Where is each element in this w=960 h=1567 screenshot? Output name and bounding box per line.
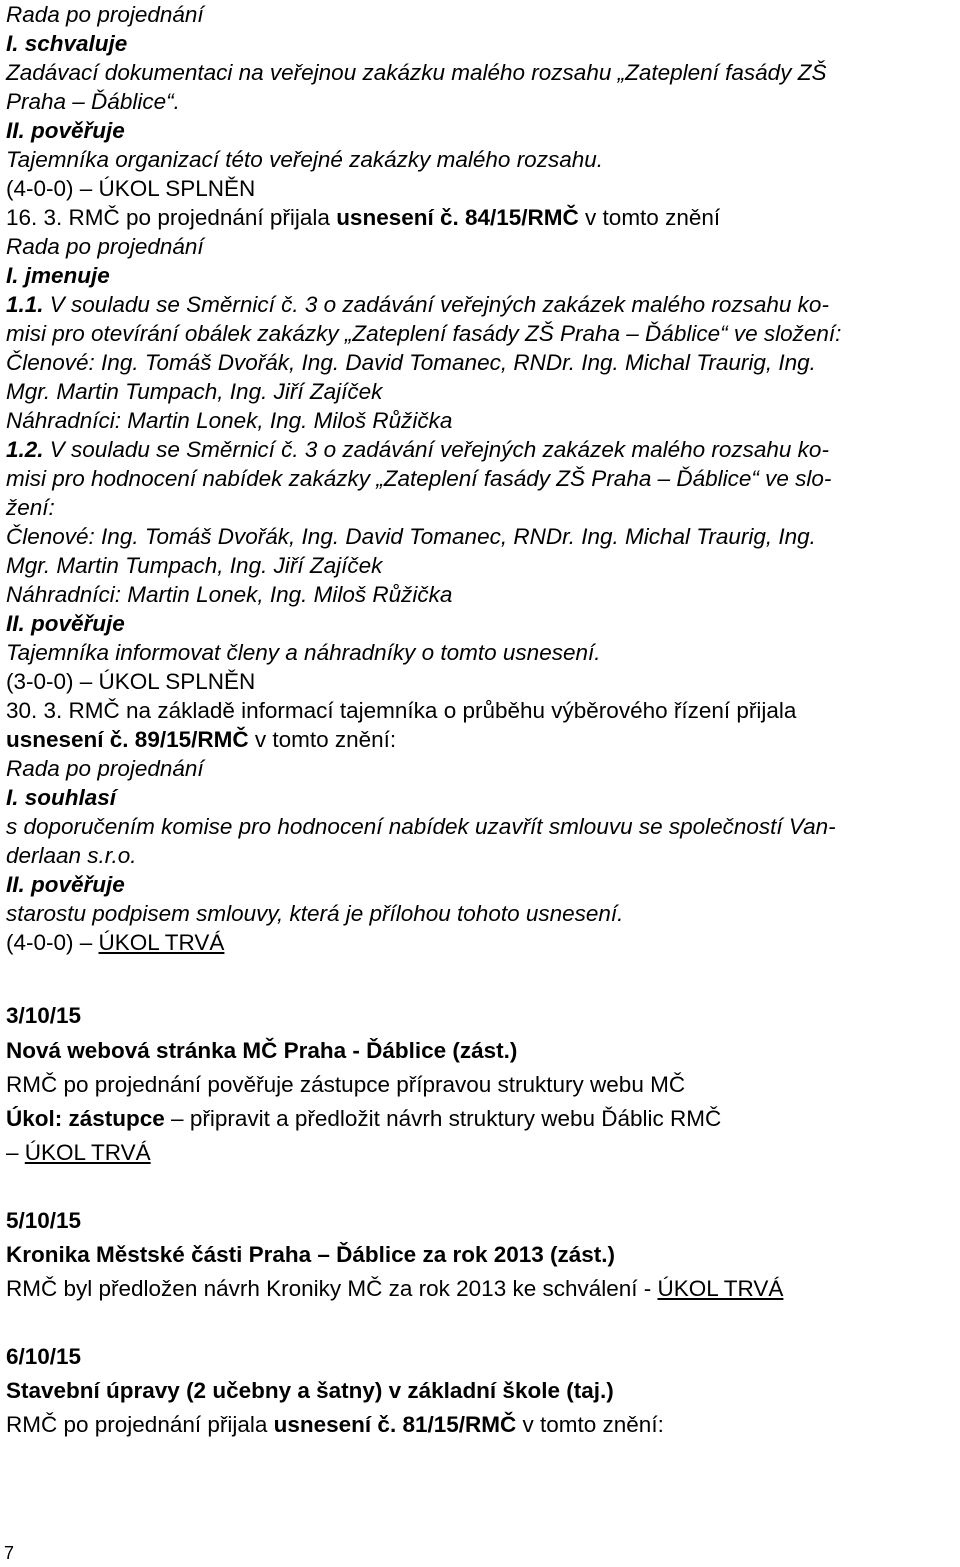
task-status: ÚKOL TRVÁ: [98, 930, 225, 955]
vote-status: (3-0-0) – ÚKOL SPLNĚN: [6, 669, 256, 694]
paragraph-line: [6, 1274, 783, 1303]
paragraph-line: [6, 725, 396, 754]
text-span: (4-0-0) –: [6, 930, 99, 955]
text-span: RMČ po projednání přijala: [6, 1412, 274, 1437]
item-title: Kronika Městské části Praha – Ďáblice za rok 2013 (zást.): [6, 1242, 616, 1267]
resolution-text: misi pro hodnocení nabídek zakázky „Zateplení fasády ZŠ Praha – Ďáblice“ ve slo-: [6, 466, 832, 491]
members-line: Mgr. Martin Tumpach, Ing. Jiří Zajíček: [6, 379, 383, 404]
resolution-text: Praha – Ďáblice“.: [6, 89, 180, 114]
item-title: Nová webová stránka MČ Praha - Ďáblice (zást.): [6, 1038, 518, 1063]
resolution-text: žení:: [6, 495, 55, 520]
resolution-text: derlaan s.r.o.: [6, 843, 137, 868]
text-span: v tomto znění:: [248, 727, 397, 752]
resolution-number: usnesení č. 81/15/RMČ: [273, 1412, 517, 1437]
section-number: 1.1.: [6, 292, 44, 317]
text-span: RMČ byl předložen návrh Kroniky MČ za rok 2013 ke schválení -: [6, 1276, 658, 1301]
resolution-text: Tajemníka informovat členy a náhradníky o tomto usnesení.: [6, 640, 601, 665]
council-heading: Rada po projednání: [6, 2, 204, 27]
resolution-point-authorizes: II. pověřuje: [6, 118, 125, 143]
members-line: Členové: Ing. Tomáš Dvořák, Ing. David Tomanec, RNDr. Ing. Michal Traurig, Ing.: [6, 524, 816, 549]
paragraph-line: [6, 1410, 664, 1439]
members-line: Mgr. Martin Tumpach, Ing. Jiří Zajíček: [6, 553, 383, 578]
paragraph-line: 30. 3. RMČ na základě informací tajemníka o průběhu výběrového řízení přijala: [6, 698, 797, 723]
resolution-number: usnesení č. 84/15/RMČ: [336, 205, 579, 230]
paragraph-line: RMČ po projednání pověřuje zástupce přípravou struktury webu MČ: [6, 1072, 686, 1097]
task-label: Úkol: zástupce: [6, 1106, 165, 1131]
resolution-text: Zadávací dokumentaci na veřejnou zakázku malého rozsahu „Zateplení fasády ZŠ: [6, 60, 827, 85]
text-span: 16. 3. RMČ po projednání přijala: [6, 205, 337, 230]
vote-status: (4-0-0) – ÚKOL SPLNĚN: [6, 176, 256, 201]
resolution-point-appoints: I. jmenuje: [6, 263, 110, 288]
council-heading: Rada po projednání: [6, 756, 204, 781]
resolution-point-authorizes: II. pověřuje: [6, 611, 125, 636]
page-number: 7: [4, 1543, 15, 1563]
text-span: v tomto znění:: [516, 1412, 664, 1437]
resolution-point-approves: I. schvaluje: [6, 31, 128, 56]
resolution-text: starostu podpisem smlouvy, která je přílohou tohoto usnesení.: [6, 901, 624, 926]
resolution-text: Tajemníka organizací této veřejné zakázky malého rozsahu.: [6, 147, 603, 172]
text-span: V souladu se Směrnicí č. 3 o zadávání veřejných zakázek malého rozsahu ko-: [43, 437, 829, 462]
item-number: 6/10/15: [6, 1344, 82, 1369]
substitutes-line: Náhradníci: Martin Lonek, Ing. Miloš Růžička: [6, 582, 453, 607]
resolution-point-agrees: I. souhlasí: [6, 785, 117, 810]
members-line: Členové: Ing. Tomáš Dvořák, Ing. David Tomanec, RNDr. Ing. Michal Traurig, Ing.: [6, 350, 816, 375]
item-number: 5/10/15: [6, 1208, 82, 1233]
section-number: 1.2.: [6, 437, 44, 462]
task-status: ÚKOL TRVÁ: [657, 1276, 784, 1301]
council-heading: Rada po projednání: [6, 234, 204, 259]
item-title: Stavební úpravy (2 učebny a šatny) v základní škole (taj.): [6, 1378, 614, 1403]
text-span: v tomto znění: [578, 205, 721, 230]
paragraph-line: [6, 203, 720, 232]
text-span: V souladu se Směrnicí č. 3 o zadávání veřejných zakázek malého rozsahu ko-: [43, 292, 829, 317]
paragraph-line: [6, 290, 829, 319]
vote-status: [6, 928, 224, 957]
resolution-text: misi pro otevírání obálek zakázky „Zateplení fasády ZŠ Praha – Ďáblice“ ve složení:: [6, 321, 842, 346]
text-span: –: [6, 1140, 25, 1165]
paragraph-line: [6, 1138, 151, 1167]
resolution-point-authorizes: II. pověřuje: [6, 872, 125, 897]
resolution-text: s doporučením komise pro hodnocení nabídek uzavřít smlouvu se společností Van-: [6, 814, 836, 839]
item-number: 3/10/15: [6, 1003, 82, 1028]
substitutes-line: Náhradníci: Martin Lonek, Ing. Miloš Růžička: [6, 408, 453, 433]
paragraph-line: [6, 1104, 721, 1133]
resolution-number: usnesení č. 89/15/RMČ: [6, 727, 249, 752]
paragraph-line: [6, 435, 829, 464]
text-span: – připravit a předložit návrh struktury webu Ďáblic RMČ: [164, 1106, 722, 1131]
task-status: ÚKOL TRVÁ: [24, 1140, 151, 1165]
